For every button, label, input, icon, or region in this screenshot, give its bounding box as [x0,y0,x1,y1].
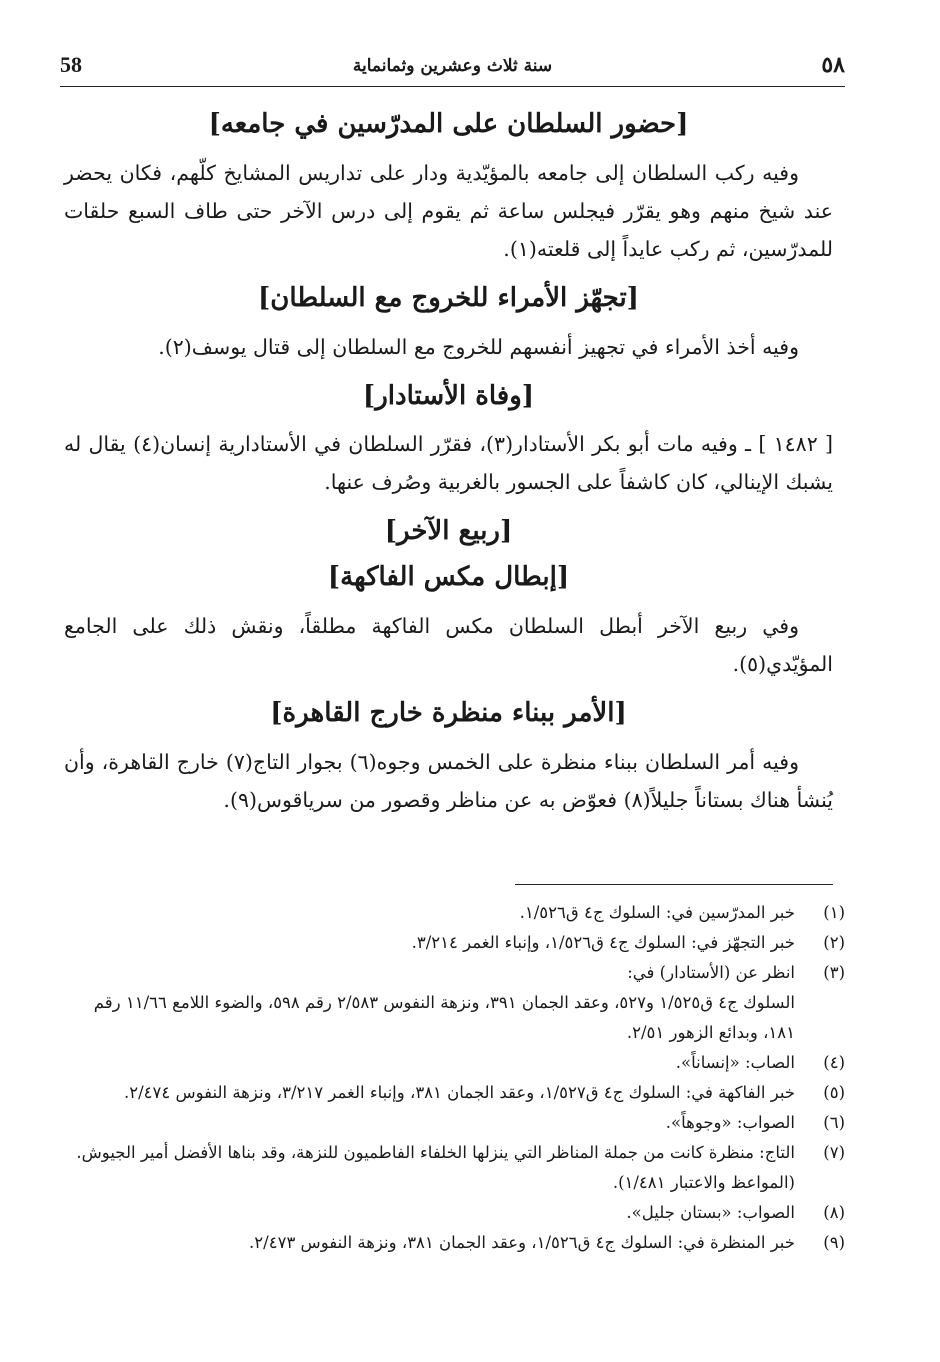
section-heading: [وفاة الأستادار] [362,380,535,411]
footnote-number: (٢) [823,933,845,952]
footnote-text: التاج: منظرة كانت من جملة المناظر التي ينزلها الخلفاء الفاطميون للنزهة، وقد بناها الأفضل أمير الجيوش. (المواعظ والاعتبار ١/٤٨١). [76,1143,795,1192]
section-heading: [إبطال مكس الفاكهة] [327,562,570,593]
footnote-number: (٤) [823,1053,845,1072]
page-number-latin: 58 [60,52,82,77]
month-heading: [ربيع الآخر] [384,516,513,547]
footnote-continuation [64,988,845,1048]
footnote-text: الصواب: «وجوهاً». [665,1113,795,1132]
main-text [64,108,833,819]
footnote-text: خبر المدرّسين في: السلوك ج٤ ق١/٥٢٦. [519,903,795,922]
footnote [64,1138,845,1198]
footnote [64,1108,845,1138]
footnote-text: الصاب: «إنساناً». [675,1053,795,1072]
footnote-text: خبر التجهّز في: السلوك ج٤ ق١/٥٢٦، وإنباء الغمر ٣/٢١٤. [411,933,795,952]
section-heading: [تجهّز الأمراء للخروج مع السلطان] [258,282,639,313]
footnote [64,958,845,988]
footnote-number: (٨) [823,1203,845,1222]
section-paragraph: وفي ربيع الآخر أبطل السلطان مكس الفاكهة مطلقاً، ونقش ذلك على الجامع المؤيّدي(٥). [64,613,833,676]
footnote-number: (٧) [823,1143,845,1162]
footnote-text: الصواب: «بستان جليل». [626,1203,795,1222]
footnote [64,1048,845,1078]
footnote-separator [515,884,833,885]
footnote [64,1228,845,1258]
section-paragraph: وفيه أمر السلطان ببناء منظرة على الخمس وجوه(٦) بجوار التاج(٧) خارج القاهرة، وأن يُنشأ هناك بستاناً جليلاً(٨) فعوّض به عن مناظر وقصور من سرياقوس(٩). [64,749,833,812]
footnote-number: (٦) [823,1113,845,1132]
section-heading: [حضور السلطان على المدرّسين في جامعه] [208,109,689,139]
section-paragraph: [ ١٤٨٢ ] ـ وفيه مات أبو بكر الأستادار(٣)، فقرّر السلطان في الأستادارية إنسان(٤) يقال له يشبك الإينالي، كان كاشفاً على الجسور بالغربية وصُرف عنها. [64,432,834,495]
footnote-number: (٣) [823,963,845,982]
footnote-text: السلوك ج٤ ق١/٥٢٥ و٥٢٧، وعقد الجمان ٣٩١، ونزهة النفوس ٢/٥٨٣ رقم ٥٩٨، والضوء اللامع ١١/٦٦ رقم ١٨١، وبدائع الزهور ٢/٥١. [93,993,795,1042]
running-title: سنة ثلاث وعشرين وثمانماية [352,56,553,76]
footnote [64,898,845,928]
footnote-text: انظر عن (الأستادار) في: [627,963,795,982]
footnote-number: (٥) [823,1083,845,1102]
footnotes [64,898,845,1258]
footnote-number: (٩) [823,1233,845,1252]
section-paragraph: وفيه ركب السلطان إلى جامعه بالمؤيّدية ودار على تداريس المشايخ كلّهم، فكان يحضر عند شيخ منهم وهو يقرّر فيجلس ساعة ثم يقوم إلى درس الآخر حتى طاف السبع حلقات للمدرّسين، ثم ركب عايداً إلى قلعته(١). [64,160,833,261]
footnote-text: خبر الفاكهة في: السلوك ج٤ ق١/٥٢٧، وعقد الجمان ٣٨١، وإنباء الغمر ٣/٢١٧، ونزهة النفوس ٢/٤٧٤. [123,1083,795,1102]
page-number-arabic: ٥٨ [821,52,845,78]
footnote [64,928,845,958]
footnote [64,1078,845,1108]
footnote [64,1198,845,1228]
footnote-number: (١) [823,903,845,922]
section-heading: [الأمر ببناء منظرة خارج القاهرة] [270,697,627,728]
section-paragraph: وفيه أخذ الأمراء في تجهيز أنفسهم للخروج مع السلطان إلى قتال يوسف(٢). [158,334,799,359]
footnote-text: خبر المنظرة في: السلوك ج٤ ق١/٥٢٦، وعقد الجمان ٣٨١، ونزهة النفوس ٢/٤٧٣. [249,1233,795,1252]
running-header [60,46,845,87]
